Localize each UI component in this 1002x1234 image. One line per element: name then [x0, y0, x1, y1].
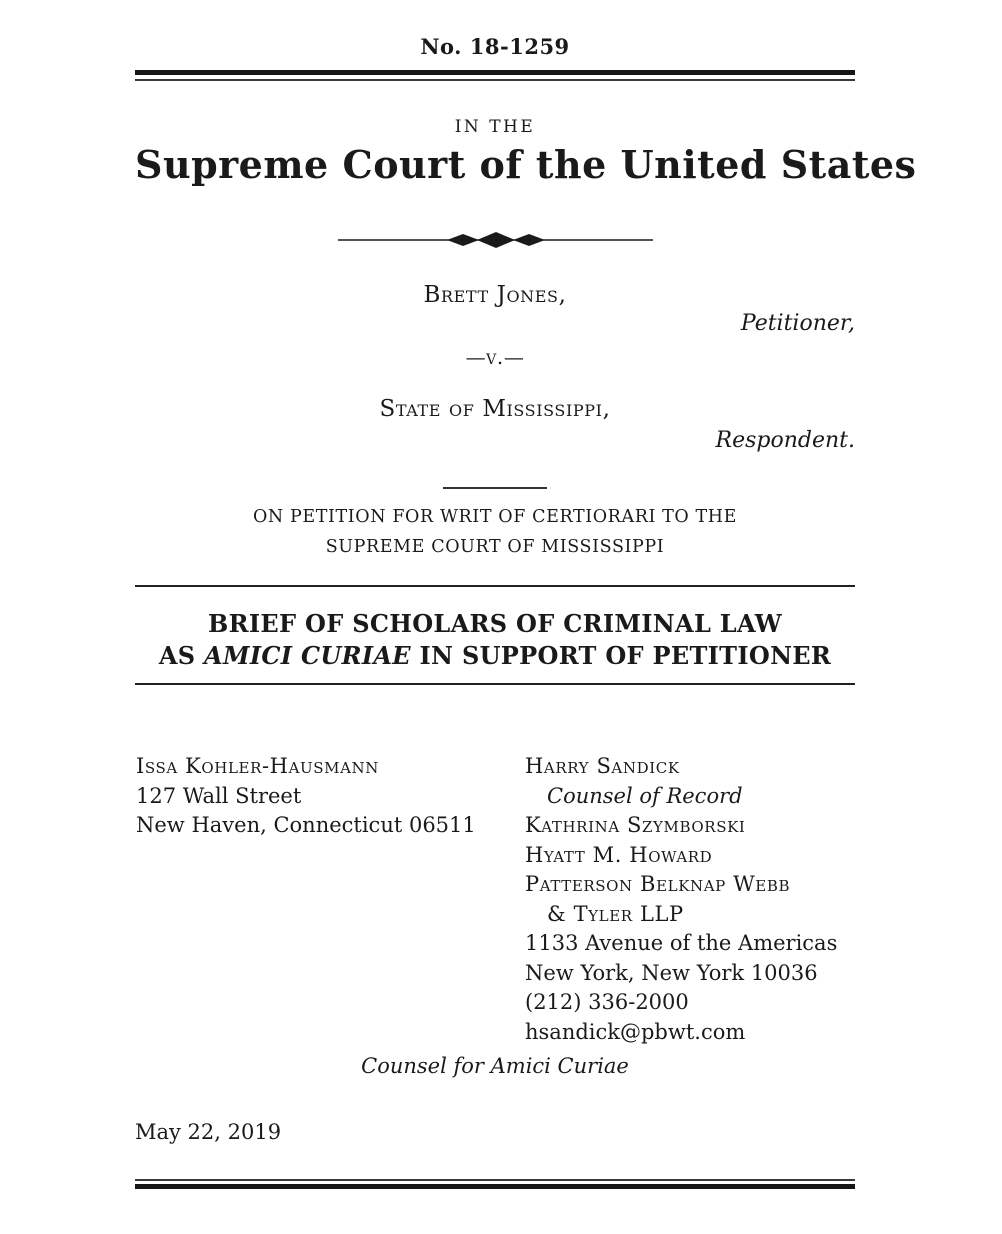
- petitioner-name: Brett Jones,: [423, 282, 567, 308]
- versus-separator: —v.—: [465, 345, 525, 369]
- counsel-name: Issa Kohler-Hausmann: [136, 754, 379, 778]
- brief-title-amici-curiae: AMICI CURIAE: [204, 641, 411, 670]
- diamond-ornament: [135, 228, 855, 258]
- caption-divider-rule: [443, 487, 547, 489]
- counsel-address-line: New York, New York 10036: [525, 960, 818, 985]
- petition-statement-line2: SUPREME COURT OF MISSISSIPPI: [325, 537, 665, 557]
- counsel-name: Kathrina Szymborski: [525, 813, 746, 837]
- respondent-role: Respondent.: [715, 428, 855, 453]
- law-firm-name-line2: & Tyler LLP: [547, 901, 684, 926]
- docket-number: No. 18-1259: [420, 34, 570, 59]
- counsel-of-record-label: Counsel of Record: [547, 783, 743, 808]
- counsel-address-line: New Haven, Connecticut 06511: [136, 813, 476, 837]
- counsel-right-column: [525, 752, 865, 1047]
- bottom-rule-thin: [135, 1179, 855, 1181]
- filing-date: May 22, 2019: [135, 1120, 282, 1144]
- counsel-name: Harry Sandick: [525, 754, 680, 778]
- counsel-address-line: 1133 Avenue of the Americas: [525, 931, 838, 955]
- diamond-ornament-graphic: [338, 228, 653, 254]
- counsel-tagline: Counsel for Amici Curiae: [361, 1054, 629, 1078]
- brief-title-line2: [135, 640, 855, 672]
- counsel-left-column: [136, 752, 516, 841]
- counsel-phone: (212) 336-2000: [525, 990, 689, 1014]
- top-rule-thin: [135, 79, 855, 81]
- brief-title-line2-prefix: AS: [158, 641, 205, 670]
- counsel-name: Hyatt M. Howard: [525, 842, 713, 867]
- title-rule-bottom: [135, 683, 855, 685]
- brief-title-line2-suffix: IN SUPPORT OF PETITIONER: [410, 641, 832, 670]
- petition-statement-line1: ON PETITION FOR WRIT OF CERTIORARI TO THE: [252, 507, 738, 527]
- title-rule-top: [135, 585, 855, 587]
- petitioner-role: Petitioner,: [740, 311, 855, 336]
- law-firm-name-line1: Patterson Belknap Webb: [525, 872, 791, 896]
- respondent-name: State of Mississippi,: [379, 396, 611, 422]
- bottom-rule-thick: [135, 1184, 855, 1189]
- counsel-email: hsandick@pbwt.com: [525, 1019, 746, 1044]
- court-name: Supreme Court of the United States: [135, 142, 917, 187]
- brief-title-line1: BRIEF OF SCHOLARS OF CRIMINAL LAW: [208, 609, 782, 638]
- counsel-address-line: 127 Wall Street: [136, 783, 302, 808]
- court-preamble: IN THE: [454, 117, 536, 137]
- top-rule-thick: [135, 70, 855, 75]
